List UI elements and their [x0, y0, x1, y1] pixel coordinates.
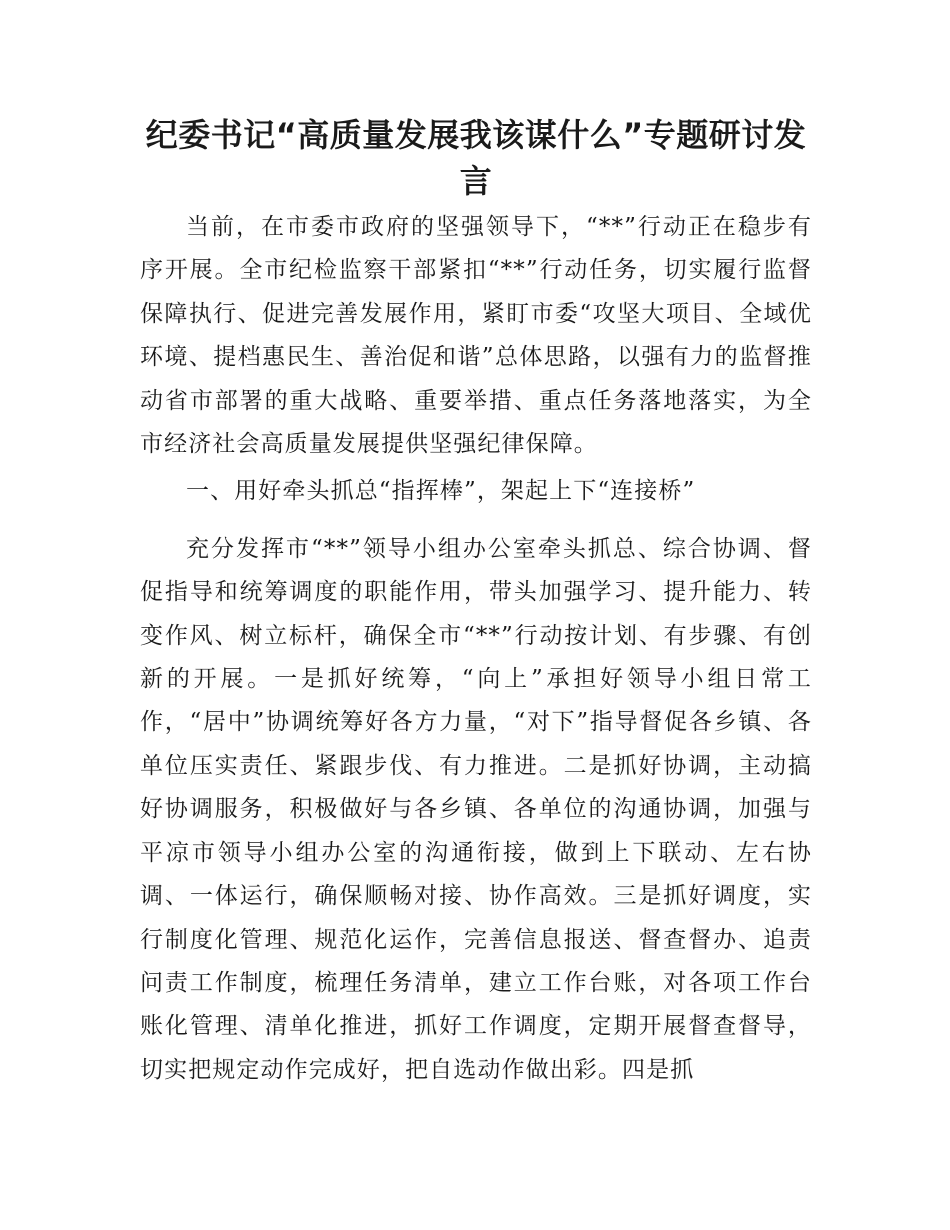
paragraph-section-1: 充分发挥市“**”领导小组办公室牵头抓总、综合协调、督促指导和统筹调度的职能作用，带头加强学习、提升能力、转变作风、树立标杆，确保全市“**”行动按计划、有步骤、有创新的开展。一是抓好统筹，“向上”承担好领导小组日常工作，“居中”协调统筹好各方力量，“对下”指导督促各乡镇、各单位压实责任、紧跟步伐、有力推进。二是抓好协调，主动搞好协调服务，积极做好与各乡镇、各单位的沟通协调，加强与平凉市领导小组办公室的沟通衔接，做到上下联动、左右协调、一体运行，确保顺畅对接、协作高效。三是抓好调度，实行制度化管理、规范化运作，完善信息报送、督查督办、追责问责工作制度，梳理任务清单，建立工作台账，对各项工作台账化管理、清单化推进，抓好工作调度，定期开展督查督导，切实把规定动作完成好，把自选动作做出彩。四是抓 — [140, 535, 812, 1083]
paragraph-intro: 当前，在市委市政府的坚强领导下，“**”行动正在稳步有序开展。全市纪检监察干部紧扣“**”行动任务，切实履行监督保障执行、促进完善发展作用，紧盯市委“攻坚大项目、全域优环境、提档惠民生、善治促和谐”总体思路，以强有力的监督推动省市部署的重大战略、重要举措、重点任务落地落实，为全市经济社会高质量发展提供坚强纪律保障。 — [140, 214, 812, 458]
document-title: 纪委书记“高质量发展我该谋什么”专题研讨发言 — [145, 116, 807, 200]
section-heading-1: 一、用好牵头抓总“指挥棒”，架起上下“连接桥” — [186, 478, 696, 505]
document-page — [140, 112, 812, 1092]
